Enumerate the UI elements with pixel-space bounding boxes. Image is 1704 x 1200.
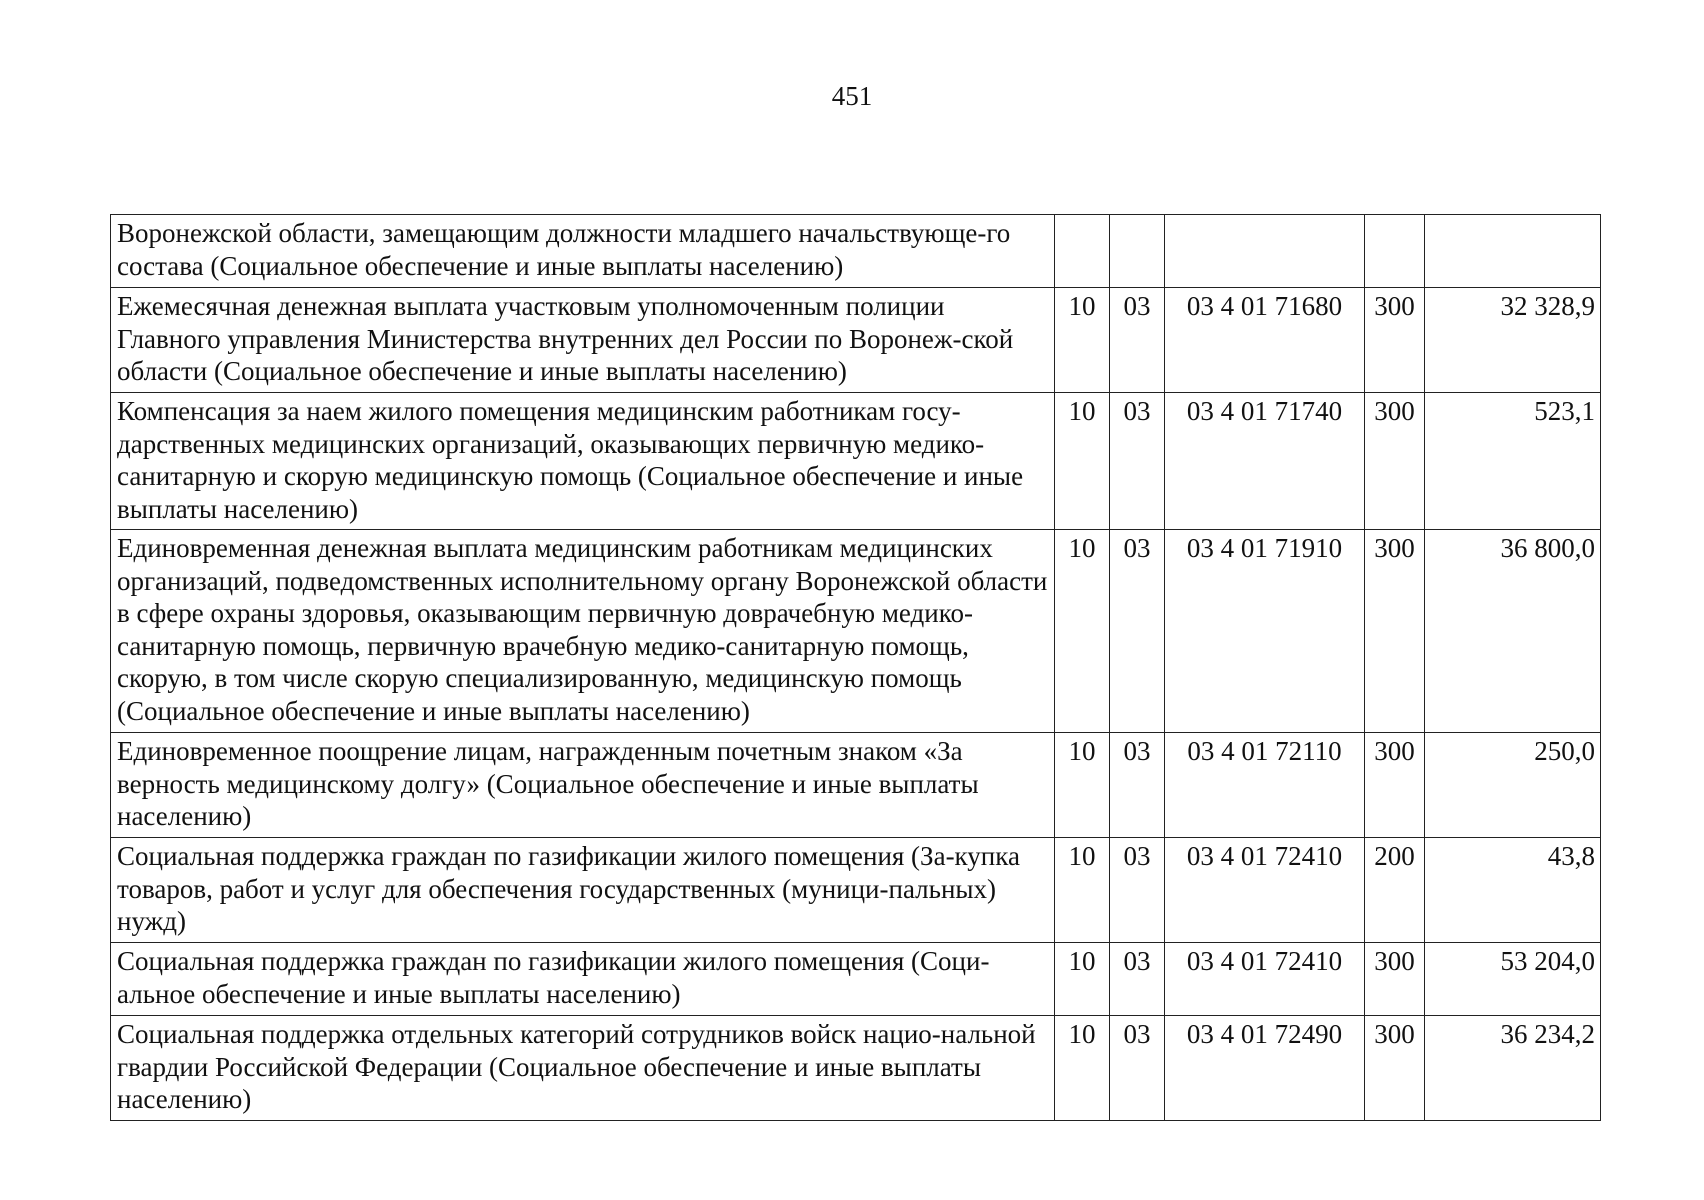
row-description: Компенсация за наем жилого помещения медицинским работникам госу-дарственных медицинских организаций, оказывающих первичную медико-санитарную и скорую медицинскую помощь (Социальное обеспечение и иные выплаты населению) — [111, 393, 1055, 530]
row-target-code: 03 4 01 72110 — [1165, 733, 1365, 838]
row-target-code: 03 4 01 72410 — [1165, 943, 1365, 1016]
row-description: Социальная поддержка граждан по газификации жилого помещения (Соци-альное обеспечение и иные выплаты населению) — [111, 943, 1055, 1016]
row-amount: 36 800,0 — [1425, 530, 1601, 733]
row-description: Ежемесячная денежная выплата участковым уполномоченным полиции Главного управления Министерства внутренних дел России по Воронеж-ской области (Социальное обеспечение и иные выплаты населению) — [111, 288, 1055, 393]
row-target-code: 03 4 01 72490 — [1165, 1016, 1365, 1121]
row-amount: 36 234,2 — [1425, 1016, 1601, 1121]
row-description: Единовременное поощрение лицам, награжденным почетным знаком «За верность медицинскому долгу» (Социальное обеспечение и иные выплаты населению) — [111, 733, 1055, 838]
row-section-code: 10 — [1055, 838, 1110, 943]
row-description: Социальная поддержка отдельных категорий сотрудников войск нацио-нальной гвардии Российской Федерации (Социальное обеспечение и иные выплаты населению) — [111, 1016, 1055, 1121]
row-amount: 523,1 — [1425, 393, 1601, 530]
table-row — [111, 943, 1601, 1016]
row-target-code — [1165, 215, 1365, 288]
row-description: Воронежской области, замещающим должности младшего начальствующе-го состава (Социальное обеспечение и иные выплаты населению) — [111, 215, 1055, 288]
row-section-code: 10 — [1055, 530, 1110, 733]
row-subsection-code: 03 — [1110, 393, 1165, 530]
table-row — [111, 838, 1601, 943]
row-subsection-code: 03 — [1110, 733, 1165, 838]
table-row — [111, 733, 1601, 838]
row-description: Единовременная денежная выплата медицинским работникам медицинских организаций, подведомственных исполнительному органу Воронежской области в сфере охраны здоровья, оказывающим первичную доврачебную медико-санитарную помощь, первичную врачебную медико-санитарную помощь, скорую, в том числе скорую специализированную, медицинскую помощь (Социальное обеспечение и иные выплаты населению) — [111, 530, 1055, 733]
row-amount: 250,0 — [1425, 733, 1601, 838]
row-expense-type-code: 300 — [1365, 733, 1425, 838]
row-amount: 53 204,0 — [1425, 943, 1601, 1016]
page-number: 451 — [831, 81, 873, 111]
row-expense-type-code: 300 — [1365, 288, 1425, 393]
row-section-code: 10 — [1055, 288, 1110, 393]
row-amount — [1425, 215, 1601, 288]
row-section-code: 10 — [1055, 393, 1110, 530]
table-row — [111, 288, 1601, 393]
row-expense-type-code: 300 — [1365, 530, 1425, 733]
budget-table — [110, 214, 1601, 1121]
row-expense-type-code: 300 — [1365, 943, 1425, 1016]
row-target-code: 03 4 01 72410 — [1165, 838, 1365, 943]
row-subsection-code — [1110, 215, 1165, 288]
row-expense-type-code — [1365, 215, 1425, 288]
row-section-code: 10 — [1055, 943, 1110, 1016]
row-section-code: 10 — [1055, 1016, 1110, 1121]
row-amount: 32 328,9 — [1425, 288, 1601, 393]
table-row — [111, 1016, 1601, 1121]
table-row — [111, 530, 1601, 733]
row-subsection-code: 03 — [1110, 288, 1165, 393]
row-expense-type-code: 300 — [1365, 393, 1425, 530]
row-section-code — [1055, 215, 1110, 288]
row-subsection-code: 03 — [1110, 838, 1165, 943]
row-subsection-code: 03 — [1110, 943, 1165, 1016]
row-description: Социальная поддержка граждан по газификации жилого помещения (За-купка товаров, работ и услуг для обеспечения государственных (муници-пальных) нужд) — [111, 838, 1055, 943]
row-subsection-code: 03 — [1110, 1016, 1165, 1121]
row-target-code: 03 4 01 71680 — [1165, 288, 1365, 393]
row-target-code: 03 4 01 71910 — [1165, 530, 1365, 733]
table-row — [111, 393, 1601, 530]
row-section-code: 10 — [1055, 733, 1110, 838]
row-target-code: 03 4 01 71740 — [1165, 393, 1365, 530]
row-expense-type-code: 200 — [1365, 838, 1425, 943]
row-subsection-code: 03 — [1110, 530, 1165, 733]
row-amount: 43,8 — [1425, 838, 1601, 943]
row-expense-type-code: 300 — [1365, 1016, 1425, 1121]
table-row — [111, 215, 1601, 288]
